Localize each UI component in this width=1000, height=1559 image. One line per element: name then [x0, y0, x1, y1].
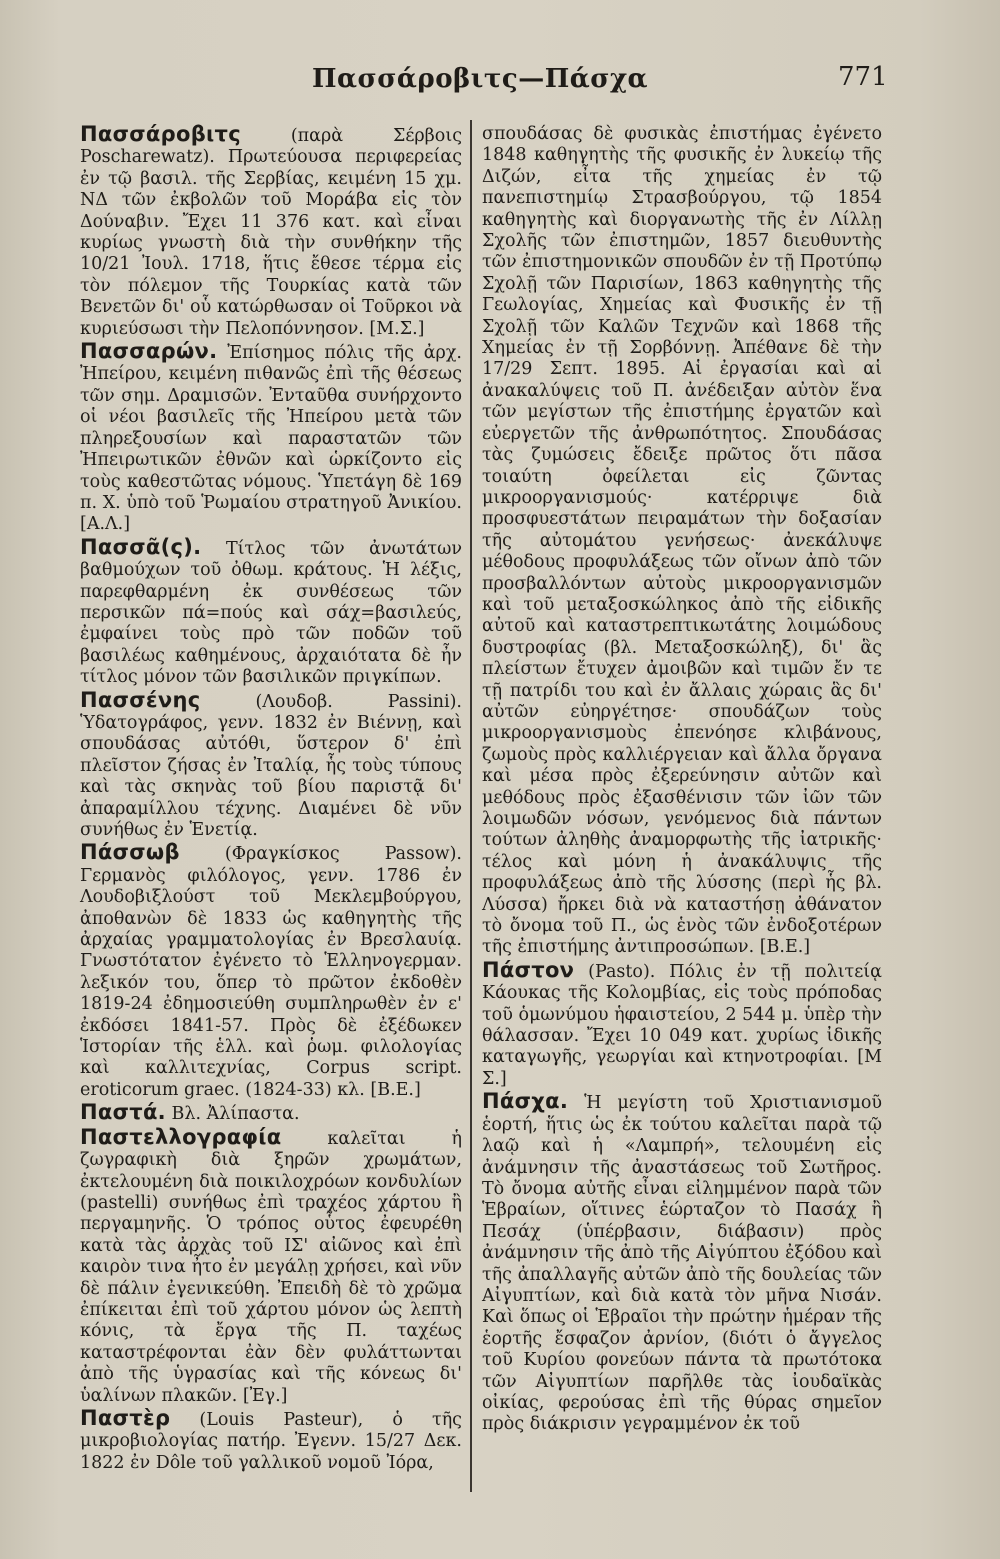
entry-text: (Φραγκίσκος Passow). Γερμανὸς φιλόλογος, γενν. 1786 ἐν Λουδοβιξλούστ τοῦ Μεκλεμβούργου, ἀποθανὼν δὲ 1833 ὡς καθηγητὴς τῆς ἀρχαίας γραμματολογίας ἐν Βρεσλαυίᾳ. Γνωστότατον ἐγένετο τὸ Ἑλληνογερμαν. λεξικόν του, ὅπερ τὸ πρῶτον ἐκδοθὲν 1819-24 ἐδημοσιεύθη συμπληρωθὲν ἐν ε' ἐκδόσει 1841-57. Πρὸς δὲ ἐξέδωκεν Ἱστορίαν τῆς ἑλλ. καὶ ῥωμ. φιλολογίας καὶ καλλιτεχνίας, Corpus script. eroticorum graec. (1824-33) κλ. [Β.Ε.] — [80, 844, 462, 1100]
column-divider — [470, 120, 472, 1492]
entry-text: σπουδάσας δὲ φυσικὰς ἐπιστήμας ἐγένετο 1848 καθηγητὴς τῆς φυσικῆς ἐν λυκείῳ τῆς Διζών, εἶτα τῆς χημείας ἐν τῷ πανεπιστημίῳ Στρασβούργου, τῷ 1854 καθηγητὴς καὶ διοργανωτὴς τῆς ἐν Λίλλῃ Σχολῆς τῶν ἐπιστημῶν, 1857 διευθυντὴς τῶν ἐπιστημονικῶν σπουδῶν ἐν τῇ Προτύπῳ Σχολῇ τῶν Παρισίων, 1863 καθηγητὴς τῆς Γεωλογίας, Χημείας καὶ Φυσικῆς ἐν τῇ Σχολῇ τῶν Καλῶν Τεχνῶν καὶ 1868 τῆς Χημείας ἐν τῇ Σορβόννῃ. Ἀπέθανε δὲ τὴν 17/29 Σεπτ. 1895. Αἱ ἐργασίαι καὶ αἱ ἀνακαλύψεις τοῦ Π. ἀνέδειξαν αὐτὸν ἕνα τῶν μεγίστων τῆς ἐπιστήμης ἐργατῶν καὶ εὐεργετῶν τῆς ἀνθρωπότητος. Σπουδάσας τὰς ζυμώσεις ἔδειξε πρῶτος ὅτι πᾶσα τοιαύτη ὀφείλεται εἰς ζῶντας μικροοργανισμούς· κατέρριψε διὰ προσφυεστάτων πειραμάτων τὴν δοξασίαν τῆς αὐτομάτου γενήσεως· ἀνεκάλυψε μέθοδους προφυλάξεως τῶν οἴνων ἀπὸ τῶν προσβαλλόντων αὐτοὺς μικροοργανισμῶν καὶ τοῦ μεταξοσκώληκος ἀπὸ τῆς εἰδικῆς αὐτοῦ καὶ καταστρεπτικωτάτης λοιμώδους δυστροφίας (βλ. Μεταξοσκώληξ), δι' ἃς πλείστων ἔτυχεν ἀμοιβῶν καὶ τιμῶν ἔν τε τῇ πατρίδι του καὶ ἐν ἄλλαις χώραις ἃς δι' αὐτῶν εὐηργέτησε· σπουδάζων τοὺς μικροοργανισμοὺς ἐπενόησε κλιβάνους, ζωμοὺς πρὸς καλλιέργειαν καὶ ἄλλα ὄργανα καὶ μέσα πρὸς ἐξερεύνησιν αὐτῶν καὶ μεθόδους πρὸς ἐξασθένισιν τῶν ἰῶν τῶν λοιμωδῶν νόσων, γενόμενος διὰ πάντων τούτων ἀληθὴς ἀναμορφωτὴς τῆς ἰατρικῆς· τέλος καὶ μόνη ἡ ἀνακάλυψις τῆς προφυλάξεως ἀπὸ τῆς λύσσης (περὶ ἧς βλ. Λύσσα) ἤρκει διὰ νὰ καταστήσῃ ἀθάνατον τὸ ὄνομα τοῦ Π., ὡς ἑνὸς τῶν ἐνδοξοτέρων τῆς ἐπιστήμης ἀντιπροσώπων. [Β.Ε.] — [482, 124, 882, 958]
entry-lemma: Πασσάροβιτς — [80, 122, 241, 146]
entry-lemma: Πάσχα. — [482, 1089, 569, 1114]
dictionary-entry — [80, 842, 462, 1101]
dictionary-entry — [80, 687, 462, 842]
dictionary-entry — [482, 1091, 882, 1436]
page-header — [0, 62, 1000, 102]
entry-lemma: Παστὲρ — [80, 1405, 171, 1430]
entry-text: (παρὰ Σέρβοις Poscharewatz). Πρωτεύουσα περιφερείας ἐν τῷ βασιλ. τῆς Σερβίας, κειμένη 15 χμ. ΝΔ τῶν ἐκβολῶν τοῦ Μοράβα εἰς τὸν Δούναβιν. Ἔχει 11 376 κατ. καὶ εἶναι κυρίως γνωστὴ διὰ τὴν συνθήκην τῆς 10/21 Ἰουλ. 1718, ἥτις ἔθεσε τέρμα εἰς τὸν πόλεμον τῆς Τουρκίας κατὰ τῶν Βενετῶν δι' οὗ κατώρθωσαν οἱ Τοῦρκοι νὰ κυριεύσωσι τὴν Πελοπόννησον. [Μ.Σ.] — [80, 126, 462, 339]
entry-text: Τίτλος τῶν ἀνωτάτων βαθμούχων τοῦ ὀθωμ. κράτους. Ἡ λέξις, παρεφθαρμένη ἐκ συνθέσεως τῶν περσικῶν πά=πούς καὶ σάχ=βασιλεύς, ἐμφαίνει τοὺς πρὸ τῶν ποδῶν τοῦ βασιλέως καθημένους, ἀρχαιότατα δὲ ἦν τίτλος μόνον τῶν βασιλικῶν πριγκίπων. — [80, 538, 462, 688]
entry-lemma: Πάστον — [482, 957, 575, 982]
entry-text: (Louis Pasteur), ὁ τῆς μικροβιολογίας πατήρ. Ἐγενν. 15/27 Δεκ. 1822 ἐν Dôle τοῦ γαλλικοῦ νομοῦ Ἰόρα, — [80, 1409, 462, 1473]
dictionary-entry — [80, 1102, 462, 1125]
entry-lemma: Πασσένης — [80, 687, 201, 712]
entry-lemma: Πάσσωβ — [80, 840, 180, 865]
dictionary-entry — [80, 124, 462, 340]
entry-text: (Λουδοβ. Passini). Ὑδατογράφος, γενν. 1832 ἐν Βιέννῃ, καὶ σπουδάσας αὐτόθι, ὕστερον δ' ἐπὶ πλεῖστον ζήσας ἐν Ἰταλίᾳ, ἧς τοὺς τύπους καὶ τὰς σκηνὰς τοῦ βίου παριστᾷ δι' ἀπαραμίλλου τέχνης. Διαμένει δὲ νῦν συνήθως ἐν Ἑνετίᾳ. — [80, 691, 462, 840]
entry-lemma: Παστά. — [80, 1100, 166, 1125]
page-number: 771 — [838, 62, 888, 92]
entry-text: (Pasto). Πόλις ἐν τῇ πολιτείᾳ Κάουκας τῆς Κολομβίας, εἰς τοὺς πρόποδας τοῦ ὁμωνύμου ἡφαιστείου, 2 544 μ. ὑπὲρ τὴν θάλασσαν. Ἔχει 10 049 κατ. χυρίως ἰδικῆς καταγωγῆς, γεωργίαι καὶ κτηνοτροφίαι. [Μ Σ.] — [482, 961, 882, 1089]
entry-lemma: Παστελλογραφία — [80, 1124, 282, 1149]
dictionary-entry — [80, 1405, 462, 1474]
dictionary-entry — [80, 341, 462, 536]
dictionary-entry — [80, 534, 462, 689]
entry-text: Βλ. Ἀλίπαστα. — [171, 1104, 300, 1125]
entry-text: Ἐπίσημος πόλις τῆς ἀρχ. Ἠπείρου, κειμένη πιθανῶς ἐπὶ τῆς θέσεως τῶν σημ. Δραμισῶν. Ἐνταῦθα συνήρχοντο οἱ νέοι βασιλεῖς τῆς Ἠπείρου μετὰ τῶν πληρεξουσίων καὶ παραστατῶν τῶν Ἠπειρωτικῶν ἐθνῶν καὶ ὡρκίζοντο εἰς τοὺς καθεστῶτας νόμους. Ὑπετάγη δὲ 169 π. Χ. ὑπὸ τοῦ Ῥωμαίου στρατηγοῦ Ἀνικίου. [Α.Λ.] — [80, 343, 462, 535]
left-column — [80, 124, 462, 1475]
running-head: Πασσάροβιτς—Πάσχα — [312, 64, 649, 94]
dictionary-entry-continued — [482, 124, 882, 959]
dictionary-entry — [80, 1124, 462, 1407]
entry-text: καλεῖται ἡ ζωγραφικὴ διὰ ξηρῶν χρωμάτων, ἐκτελουμένη διὰ ποικιλοχρόων κονδυλίων (pastelli) συνήθως ἐπὶ τραχέος χάρτου ἢ περγαμηνῆς. Ὁ τρόπος οὗτος ἐφευρέθη κατὰ τὰς ἀρχὰς τοῦ ΙΣ' αἰῶνος καὶ ἐπὶ καιρὸν τινα ἦτο ἐν μεγάλῃ χρήσει, καὶ νῦν δὲ πάλιν ἐγενικεύθη. Ἐπειδὴ δὲ τὸ χρῶμα ἐπίκειται ἐπὶ τοῦ χάρτου μόνον ὡς λεπτὴ κόνις, τὰ ἔργα τῆς Π. ταχέως καταστρέφονται ἐὰν δὲν φυλάττωνται ἀπὸ τῆς ὑγρασίας καὶ τῆς κόνεως δι' ὑαλίνων πλακῶν. [Ἐγ.] — [80, 1128, 462, 1406]
entry-text: Ἡ μεγίστη τοῦ Χριστιανισμοῦ ἑορτή, ἥτις ὡς ἐκ τούτου καλεῖται παρὰ τῷ λαῷ καὶ ἡ «Λαμπρή», τελουμένη εἰς ἀνάμνησιν τῆς ἀναστάσεως τοῦ Σωτῆρος. Τὸ ὄνομα αὐτῆς εἶναι εἰλημμένον παρὰ τῶν Ἑβραίων, οἵτινες ἑώρταζον τὸ Πασάχ ἢ Πεσάχ (ὑπέρβασιν, διάβασιν) πρὸς ἀνάμνησιν τῆς ἀπὸ τῆς Αἰγύπτου ἐξόδου καὶ τῆς ἀπαλλαγῆς αὐτῶν ἀπὸ τῆς δουλείας τῶν Αἰγυπτίων, καὶ διὰ κατὰ τὸν μῆνα Νισάν. Καὶ ὅπως οἱ Ἑβραῖοι τὴν πρώτην ἡμέραν τῆς ἑορτῆς ἔσφαζον ἀρνίον, (διότι ὁ ἄγγελος τοῦ Κυρίου φονεύων πάντα τὰ πρωτότοκα τῶν Αἰγυπτίων παρῆλθε τὰς ἰουδαϊκὰς οἰκίας, φερούσας ἐπὶ τῆς θύρας σημεῖον πρὸς διάκρισιν γεγραμμένον ἐκ τοῦ — [482, 1093, 882, 1435]
right-column — [482, 124, 882, 1437]
entry-lemma: Πασσαρών. — [80, 339, 218, 364]
dictionary-entry — [482, 957, 882, 1090]
entry-lemma: Πασσᾶ(ς). — [80, 534, 202, 559]
